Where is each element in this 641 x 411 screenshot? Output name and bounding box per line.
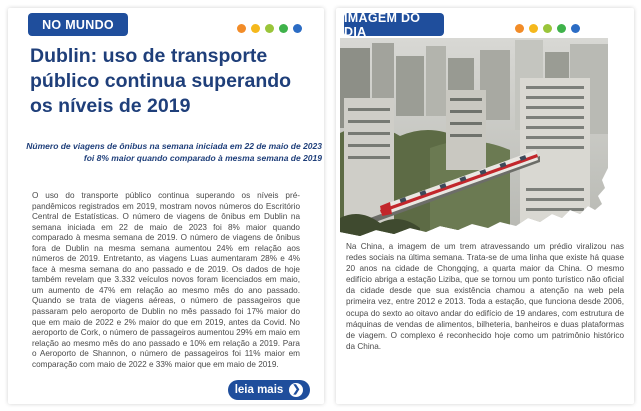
section-tag-image-of-day: IMAGEM DO DIA: [344, 13, 444, 36]
article-subtitle: Número de viagens de ônibus na semana iniciada em 22 de maio de 2023 foi 8% maior quando comparado à mesma semana de 2019: [26, 141, 322, 163]
decor-dot: [557, 24, 566, 33]
decor-dot: [293, 24, 302, 33]
article-title: Dublin: uso de transporte público continua superando os níveis de 2019: [30, 45, 292, 117]
news-panel-world: [8, 8, 324, 404]
image-of-the-day-panel: [336, 8, 634, 404]
image-caption: Na China, a imagem de um trem atravessando um prédio viralizou nas redes sociais na última semana. Trata-se de uma linha que existe há quase 20 anos na cidade de Chongqing, a quarta maior da China. O mesmo edifício abriga a estação Liziba, que se tornou um ponto turístico não oficial da cidade desde que sua existência chamou a atenção na web pela primeira vez, entre 2012 e 2013. Toda a estação, que funciona desde 2006, ocupa do sexto ao oitavo andar do edifício de 19 andares, com estrutura de máquinas de vendas de alimentos, bilheteria, banheiros e duas plataformas de viagem. O complexo é reconhecido hoje como um patrimônio histórico da China.: [346, 242, 624, 351]
decor-dot: [265, 24, 274, 33]
decor-dots: [237, 24, 302, 33]
decor-dot: [237, 24, 246, 33]
decor-dot: [529, 24, 538, 33]
decor-dot: [515, 24, 524, 33]
train-building-photo: [340, 38, 608, 238]
decor-dots: [515, 24, 580, 33]
decor-dot: [543, 24, 552, 33]
article-body: O uso do transporte público continua superando os níveis pré-pandêmicos registrados em 2019, mostram novos números do Escritório Central de Estatísticas. O número de viagens de ônibus em Dublin na semana iniciada em 22 de maio de 2023 foi 8% maior quando comparado à mesma semana de 2019. O número de viagens de ônibus fora de Dublin na mesma semana aumentou 24% em relação aos números de 2019. Entretanto, as viagens Luas aumentaram 28% e 4% face à mesma semana do ano passado e de 2019. Os dados de hoje também revelam que 3.332 veículos novos foram licenciados em maio, um aumento de 47% em relação ao mesmo mês do ano passado. Quando se trata de viagens aéreas, o número de passageiros que passaram pelo aeroporto de Dublin no mês passado foi 17% maior do que em maio de 2022 e 2% maior do que em 2019, antes da Covid. No aeroporto de Cork, o número de passageiros aumentou 29% em maio em relação ao mesmo mês do ano passado e 10% em relação a 2019. Para o Aeroporto de Shannon, o número de passageiros foi 11% maior em comparação com maio de 2022 e 33% maior que em maio de 2019.: [32, 191, 300, 369]
section-tag-world: NO MUNDO: [28, 13, 128, 36]
decor-dot: [571, 24, 580, 33]
read-more-label: leia mais: [234, 384, 284, 396]
chevron-right-icon: ❯: [289, 383, 303, 397]
read-more-button[interactable]: [228, 380, 310, 400]
decor-dot: [279, 24, 288, 33]
decor-dot: [251, 24, 260, 33]
